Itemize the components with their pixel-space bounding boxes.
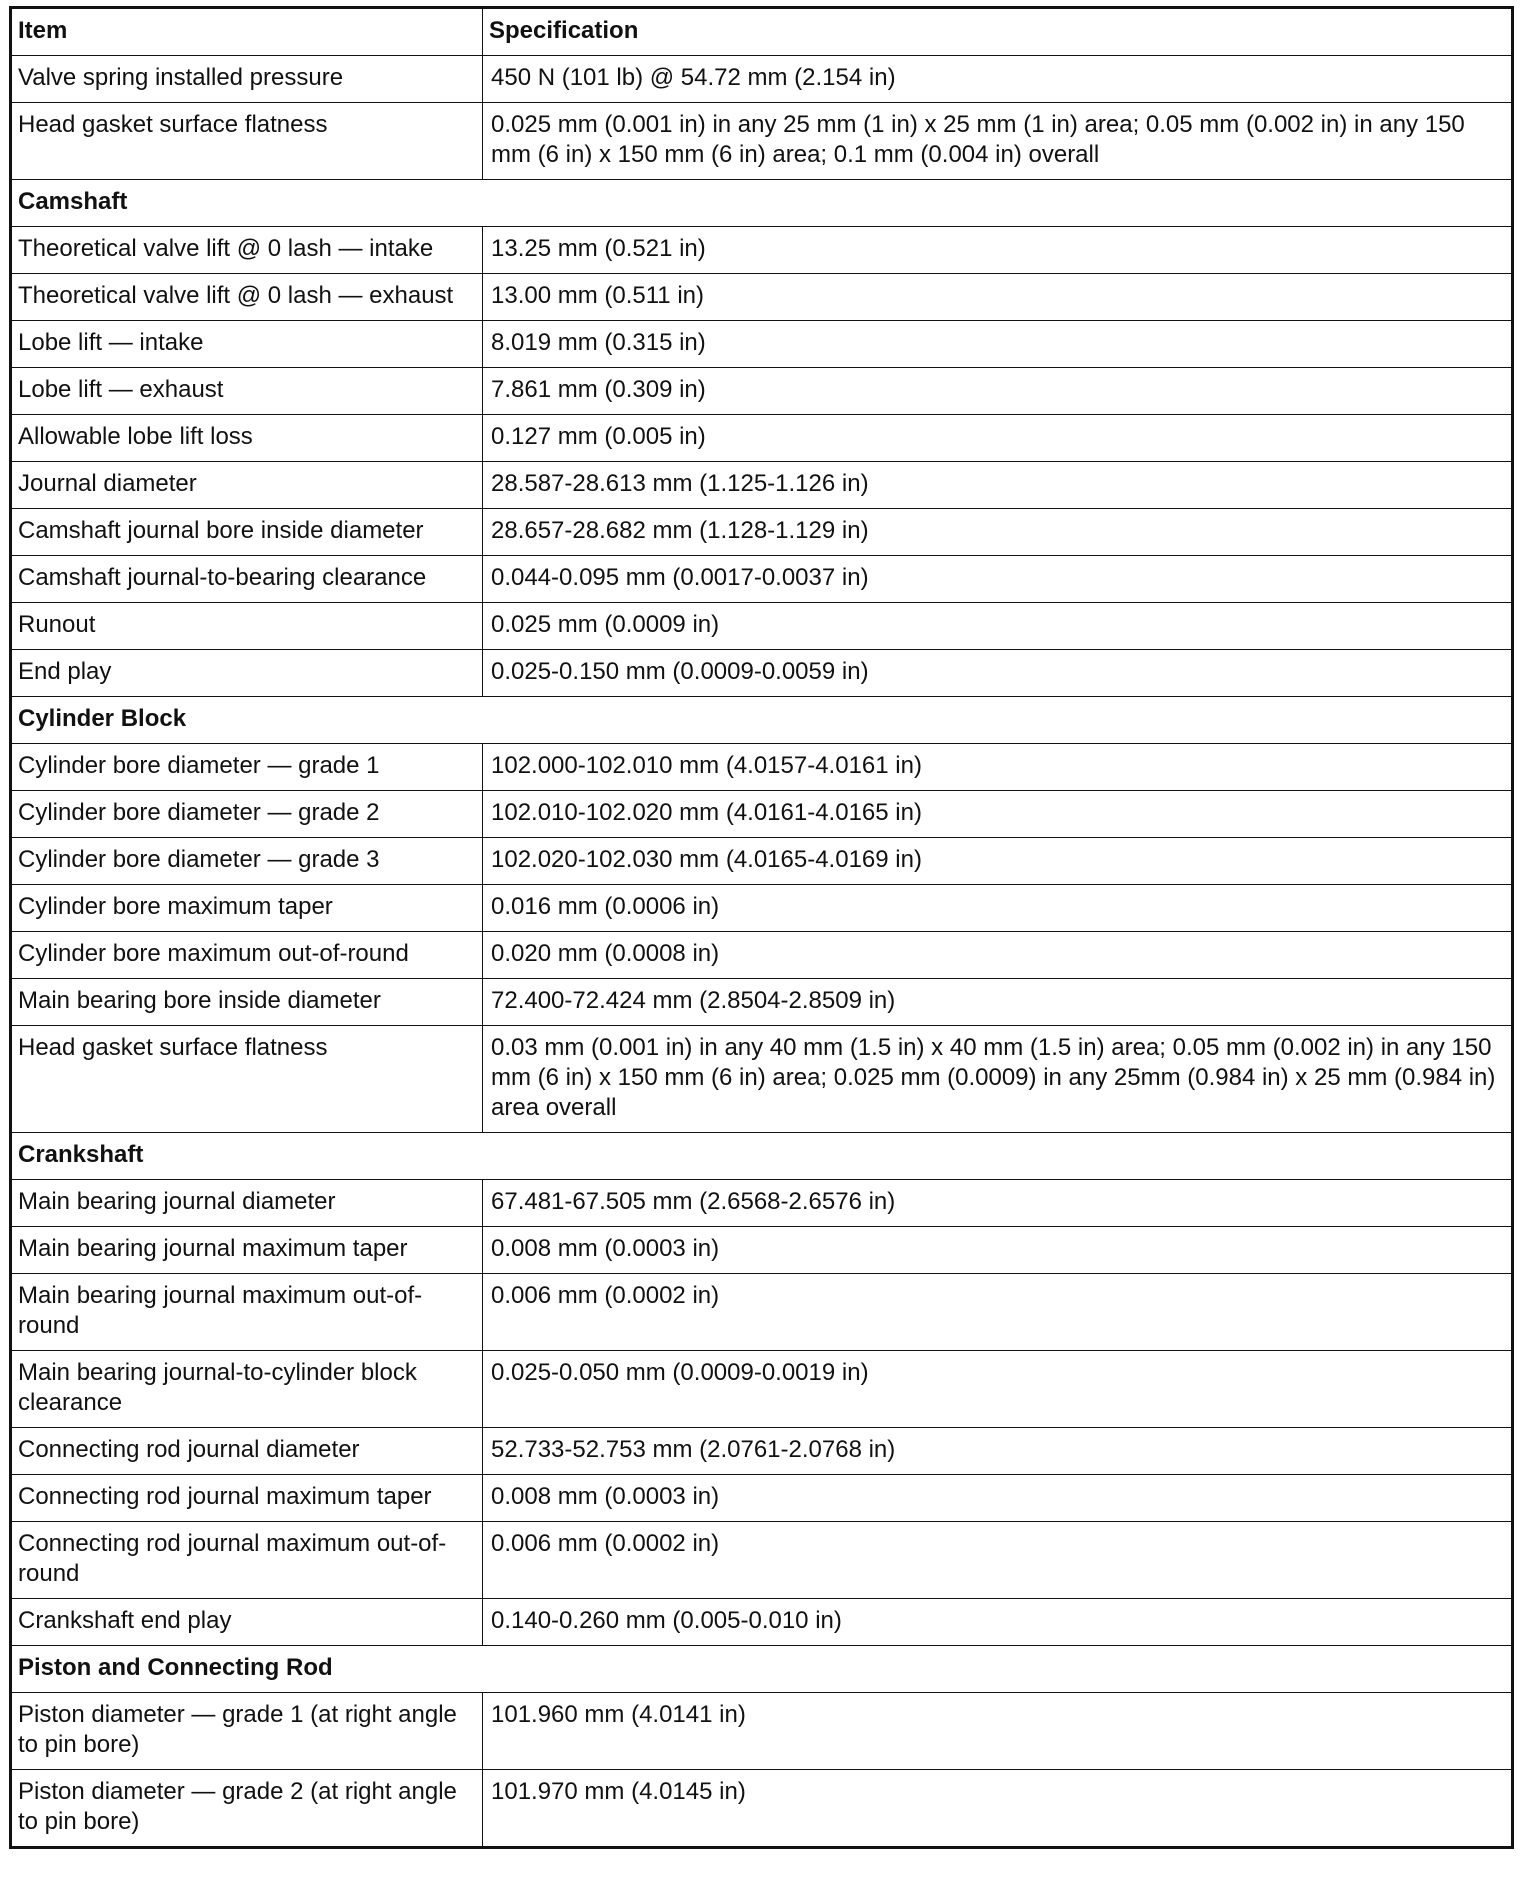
header-specification: Specification [483,8,1513,56]
item-cell: Main bearing journal maximum taper [11,1227,483,1274]
specification-cell: 0.03 mm (0.001 in) in any 40 mm (1.5 in) x 40 mm (1.5 in) area; 0.05 mm (0.002 in) in any 150 mm (6 in) x 150 mm (6 in) area; 0.025 mm (0.0009) in any 25mm (0.984 in) x 25 mm (0.984 in) area overall [483,1026,1513,1133]
table-row [11,1693,1513,1770]
table-row [11,1026,1513,1133]
specification-cell: 0.025-0.150 mm (0.0009-0.0059 in) [483,650,1513,697]
table-row [11,368,1513,415]
table-row [11,509,1513,556]
specification-cell: 0.140-0.260 mm (0.005-0.010 in) [483,1599,1513,1646]
item-cell: Cylinder bore diameter — grade 1 [11,744,483,791]
header-item: Item [11,8,483,56]
table-row [11,274,1513,321]
table-row [11,1522,1513,1599]
specification-cell: 0.006 mm (0.0002 in) [483,1274,1513,1351]
item-cell: Theoretical valve lift @ 0 lash — exhaust [11,274,483,321]
item-cell: Piston diameter — grade 1 (at right angle to pin bore) [11,1693,483,1770]
table-row [11,1770,1513,1848]
specification-cell: 102.010-102.020 mm (4.0161-4.0165 in) [483,791,1513,838]
section-heading: Piston and Connecting Rod [11,1646,1513,1693]
specification-cell: 102.020-102.030 mm (4.0165-4.0169 in) [483,838,1513,885]
table-row [11,56,1513,103]
item-cell: Lobe lift — intake [11,321,483,368]
item-cell: Connecting rod journal maximum taper [11,1475,483,1522]
table-row [11,227,1513,274]
table-row [11,1475,1513,1522]
specification-cell: 0.025-0.050 mm (0.0009-0.0019 in) [483,1351,1513,1428]
item-cell: Head gasket surface flatness [11,1026,483,1133]
specification-cell: 0.044-0.095 mm (0.0017-0.0037 in) [483,556,1513,603]
table-row [11,1351,1513,1428]
specification-cell: 0.008 mm (0.0003 in) [483,1227,1513,1274]
item-cell: Cylinder bore maximum taper [11,885,483,932]
table-row [11,932,1513,979]
item-cell: Camshaft journal-to-bearing clearance [11,556,483,603]
specification-cell: 0.016 mm (0.0006 in) [483,885,1513,932]
table-row [11,791,1513,838]
specification-cell: 101.970 mm (4.0145 in) [483,1770,1513,1848]
specification-cell: 0.008 mm (0.0003 in) [483,1475,1513,1522]
item-cell: Main bearing journal diameter [11,1180,483,1227]
item-cell: Lobe lift — exhaust [11,368,483,415]
item-cell: Cylinder bore maximum out-of-round [11,932,483,979]
item-cell: End play [11,650,483,697]
table-row [11,744,1513,791]
item-cell: Main bearing journal-to-cylinder block clearance [11,1351,483,1428]
specification-cell: 450 N (101 lb) @ 54.72 mm (2.154 in) [483,56,1513,103]
section-heading: Camshaft [11,180,1513,227]
table-row [11,1428,1513,1475]
item-cell: Connecting rod journal diameter [11,1428,483,1475]
specification-cell: 0.020 mm (0.0008 in) [483,932,1513,979]
specification-table [9,6,1514,1849]
item-cell: Runout [11,603,483,650]
table-row [11,1180,1513,1227]
table-row [11,1227,1513,1274]
section-row [11,1646,1513,1693]
table-row [11,650,1513,697]
section-heading: Crankshaft [11,1133,1513,1180]
table-row [11,462,1513,509]
specification-cell: 0.127 mm (0.005 in) [483,415,1513,462]
section-row [11,697,1513,744]
table-row [11,415,1513,462]
specification-cell: 13.25 mm (0.521 in) [483,227,1513,274]
specification-cell: 0.025 mm (0.0009 in) [483,603,1513,650]
table-row [11,979,1513,1026]
item-cell: Theoretical valve lift @ 0 lash — intake [11,227,483,274]
table-row [11,1599,1513,1646]
section-row [11,180,1513,227]
specification-cell: 52.733-52.753 mm (2.0761-2.0768 in) [483,1428,1513,1475]
item-cell: Camshaft journal bore inside diameter [11,509,483,556]
specification-cell: 67.481-67.505 mm (2.6568-2.6576 in) [483,1180,1513,1227]
table-row [11,321,1513,368]
table-row [11,1274,1513,1351]
item-cell: Journal diameter [11,462,483,509]
specification-cell: 0.025 mm (0.001 in) in any 25 mm (1 in) x 25 mm (1 in) area; 0.05 mm (0.002 in) in any 150 mm (6 in) x 150 mm (6 in) area; 0.1 mm (0.004 in) overall [483,103,1513,180]
item-cell: Allowable lobe lift loss [11,415,483,462]
table-row [11,556,1513,603]
item-cell: Main bearing journal maximum out-of-round [11,1274,483,1351]
item-cell: Valve spring installed pressure [11,56,483,103]
table-row [11,603,1513,650]
specification-cell: 28.587-28.613 mm (1.125-1.126 in) [483,462,1513,509]
section-heading: Cylinder Block [11,697,1513,744]
item-cell: Head gasket surface flatness [11,103,483,180]
specification-cell: 7.861 mm (0.309 in) [483,368,1513,415]
item-cell: Cylinder bore diameter — grade 3 [11,838,483,885]
section-row [11,1133,1513,1180]
specification-cell: 0.006 mm (0.0002 in) [483,1522,1513,1599]
specification-cell: 72.400-72.424 mm (2.8504-2.8509 in) [483,979,1513,1026]
table-row [11,885,1513,932]
specification-cell: 28.657-28.682 mm (1.128-1.129 in) [483,509,1513,556]
item-cell: Crankshaft end play [11,1599,483,1646]
item-cell: Cylinder bore diameter — grade 2 [11,791,483,838]
header-row [11,8,1513,56]
specification-cell: 8.019 mm (0.315 in) [483,321,1513,368]
item-cell: Piston diameter — grade 2 (at right angle to pin bore) [11,1770,483,1848]
table-row [11,103,1513,180]
item-cell: Main bearing bore inside diameter [11,979,483,1026]
specification-cell: 102.000-102.010 mm (4.0157-4.0161 in) [483,744,1513,791]
table-row [11,838,1513,885]
specification-cell: 101.960 mm (4.0141 in) [483,1693,1513,1770]
item-cell: Connecting rod journal maximum out-of-round [11,1522,483,1599]
table-body [11,56,1513,1848]
specification-cell: 13.00 mm (0.511 in) [483,274,1513,321]
